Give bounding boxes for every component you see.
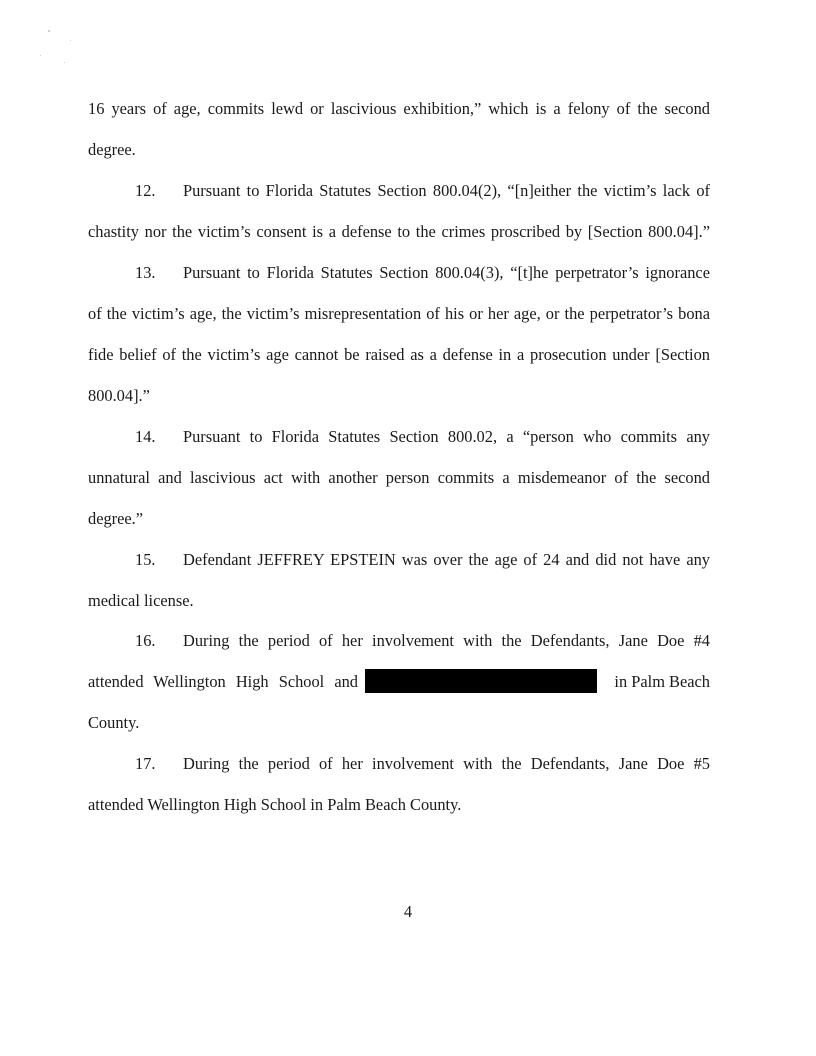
text-line: unnatural and lascivious act with another person commits a misdemeanor of the second	[88, 468, 710, 487]
paragraph-12-line	[135, 181, 710, 201]
text-line: 16 years of age, commits lewd or lascivious exhibition,” which is a felony of the second	[88, 99, 710, 118]
paragraph-16-line	[135, 631, 710, 651]
redaction-bar	[365, 669, 597, 693]
text-line: in Palm Beach	[614, 672, 710, 691]
scan-speck	[64, 62, 65, 63]
text-segment: Pursuant to Florida Statutes Section 800.04(3), “[t]he perpetrator’s ignorance	[183, 263, 710, 282]
text-line: 800.04].”	[88, 386, 150, 405]
paragraph-number: 17.	[135, 754, 156, 773]
paragraph-14-line	[135, 427, 710, 447]
scan-speck	[70, 40, 71, 41]
paragraph-number: 15.	[135, 550, 156, 569]
scan-speck	[48, 30, 50, 32]
text-line: County.	[88, 713, 140, 732]
paragraph-17-line	[135, 754, 710, 774]
text-line: degree.	[88, 140, 136, 159]
text-segment: Defendant JEFFREY EPSTEIN was over the age of 24 and did not have any	[183, 550, 710, 569]
text-line: medical license.	[88, 591, 194, 610]
text-line: attended Wellington High School and	[88, 672, 358, 691]
text-line: degree.”	[88, 509, 144, 528]
paragraph-15-line	[135, 550, 710, 570]
page-number: 4	[403, 902, 413, 921]
paragraph-number: 14.	[135, 427, 156, 446]
text-line: of the victim’s age, the victim’s misrepresentation of his or her age, or the perpetrator’s bona	[88, 304, 710, 323]
text-line: attended Wellington High School in Palm Beach County.	[88, 795, 462, 814]
paragraph-number: 16.	[135, 631, 156, 650]
paragraph-number: 12.	[135, 181, 156, 200]
text-line: fide belief of the victim’s age cannot be raised as a defense in a prosecution under [Section	[88, 345, 710, 364]
paragraph-13-line	[135, 263, 710, 283]
text-segment: During the period of her involvement with the Defendants, Jane Doe #4	[183, 631, 710, 650]
text-segment: Pursuant to Florida Statutes Section 800.04(2), “[n]either the victim’s lack of	[183, 181, 710, 200]
text-segment: During the period of her involvement with the Defendants, Jane Doe #5	[183, 754, 710, 773]
text-segment: Pursuant to Florida Statutes Section 800.02, a “person who commits any	[183, 427, 710, 446]
text-line: chastity nor the victim’s consent is a defense to the crimes proscribed by [Section 800.04].”	[88, 222, 710, 241]
scan-speck	[40, 55, 41, 56]
paragraph-number: 13.	[135, 263, 156, 282]
